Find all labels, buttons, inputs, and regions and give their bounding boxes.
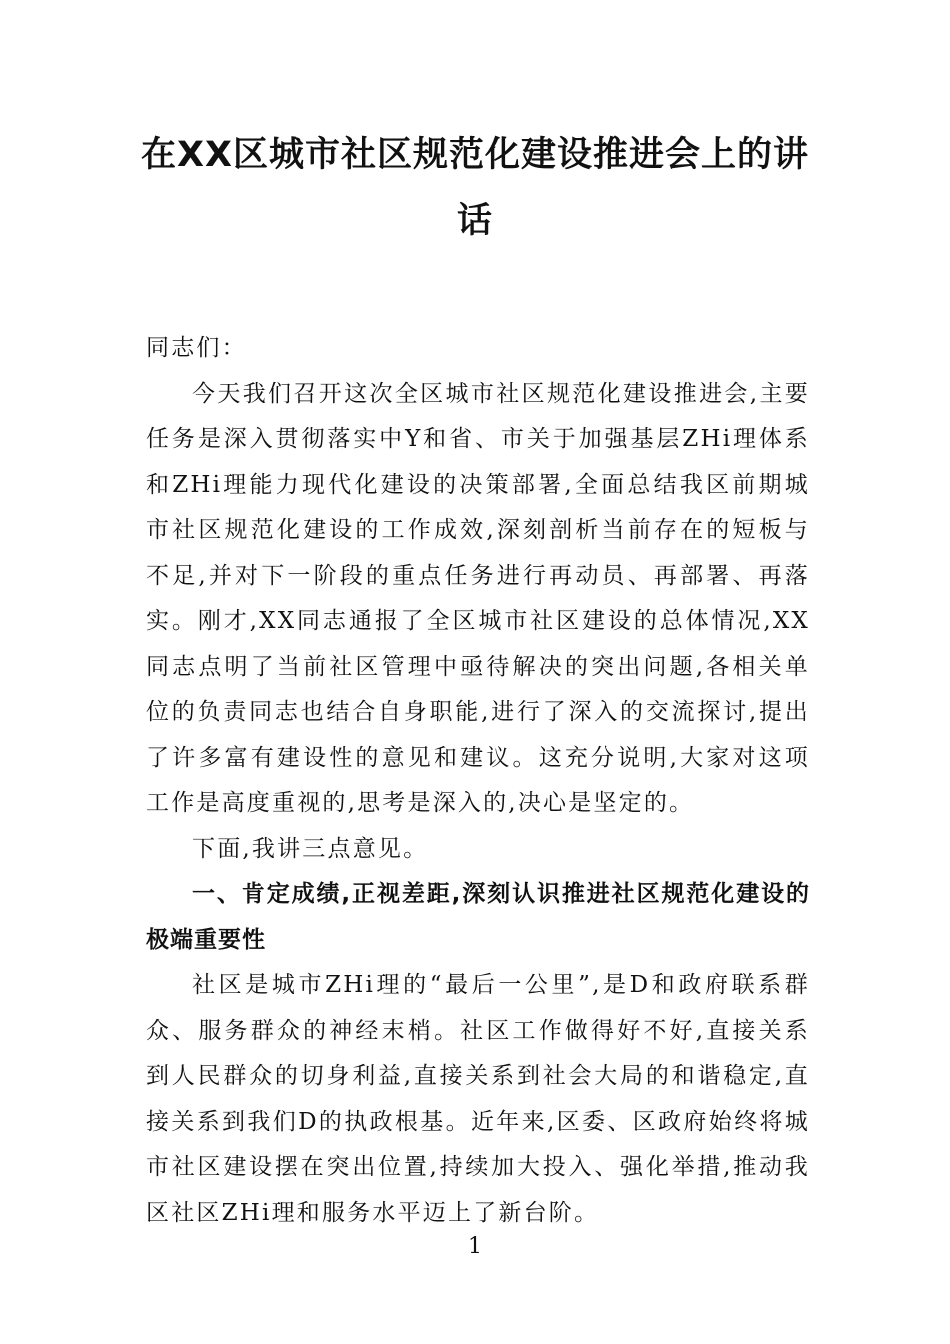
page-number: 1 [468,1234,482,1259]
document-title: 在XX区城市社区规范化建设推进会上的讲话 [141,135,809,241]
section-paragraph: 社区是城市ZHi理的“最后一公里”,是D和政府联系群众、服务群众的神经末梢。社区工作做得好不好,直接关系到人民群众的切身利益,直接关系到社会大局的和谐稳定,直接关系到我们D的执政根基。近年来,区委、区政府始终将城市社区建设摆在突出位置,持续加大投入、强化举措,推动我区社区ZHi理和服务水平迈上了新台阶。 [146,972,810,1226]
section-heading: 一、肯定成绩,正视差距,深刻认识推进社区规范化建设的极端重要性 [146,881,810,953]
opening-paragraph: 今天我们召开这次全区城市社区规范化建设推进会,主要任务是深入贯彻落实中Y和省、市关于加强基层ZHi理体系和ZHi理能力现代化建设的决策部署,全面总结我区前期城市社区规范化建设的工作成效,深刻剖析当前存在的短板与不足,并对下一阶段的重点任务进行再动员、再部署、再落实。刚才,XX同志通报了全区城市社区建设的总体情况,XX同志点明了当前社区管理中亟待解决的突出问题,各相关单位的负责同志也结合自身职能,进行了深入的交流探讨,提出了许多富有建设性的意见和建议。这充分说明,大家对这项工作是高度重视的,思考是深入的,决心是坚定的。 [146,380,810,816]
document-body [146,326,810,1236]
salutation: 同志们： [146,335,247,361]
transition-paragraph: 下面,我讲三点意见。 [192,835,429,862]
